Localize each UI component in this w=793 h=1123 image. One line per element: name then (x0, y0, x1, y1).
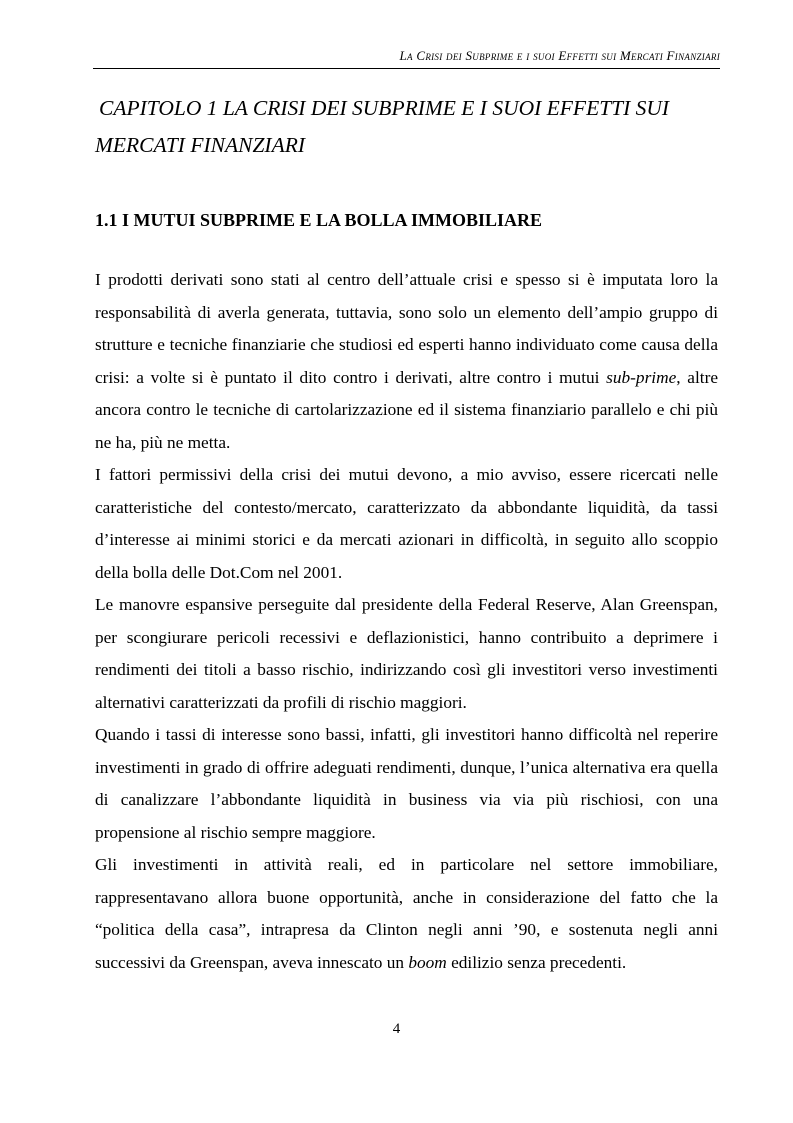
header-rule (93, 68, 720, 69)
paragraph-4: Quando i tassi di interesse sono bassi, infatti, gli investitori hanno difficoltà nel reperire investimenti in grado di offrire adeguati rendimenti, dunque, l’unica alternativa era quella di canalizzare l’abbondante liquidità in business via via più rischiosi, con una propensione al rischio sempre maggiore. (95, 725, 718, 842)
section-heading: 1.1 I MUTUI SUBPRIME E LA BOLLA IMMOBILIARE (95, 210, 543, 230)
chapter-title (95, 90, 725, 164)
page-number: 4 (392, 1021, 401, 1037)
paragraph-5-part-b: edilizio senza precedenti. (446, 952, 627, 972)
paragraph-1-emphasis: sub-prime (606, 367, 677, 387)
chapter-title-line-2: MERCATI FINANZIARI (95, 133, 305, 157)
chapter-title-line-1: CAPITOLO 1 LA CRISI DEI SUBPRIME E I SUOI EFFETTI SUI (99, 96, 670, 120)
paragraph-1 (95, 264, 718, 459)
paragraph-5-part-a: Gli investimenti in attività reali, ed in particolare nel settore immobiliare, rappresentavano allora buone opportunità, anche in considerazione del fatto che la “politica della casa”, intrapresa da Clinton negli anni ’90, e sostenuta negli anni successivi da Greenspan, aveva innescato un (95, 855, 718, 972)
paragraph-2: I fattori permissivi della crisi dei mutui devono, a mio avviso, essere ricercati nelle caratteristiche del contesto/mercato, caratterizzato da abbondante liquidità, da tassi d’interesse ai minimi storici e da mercati azionari in difficoltà, in seguito allo scoppio della bolla delle Dot.Com nel 2001. (95, 465, 718, 582)
paragraph-1-part-a: I prodotti derivati sono stati al centro dell’attuale crisi e spesso si è imputata loro la responsabilità di averla generata, tuttavia, sono solo un elemento dell’ampio gruppo di strutture e tecniche finanziarie che studiosi ed esperti hanno individuato come causa della crisi: a volte si è puntato il dito contro i derivati, altre contro i mutui (95, 270, 718, 387)
body-text (95, 264, 718, 979)
running-header: La Crisi dei Subprime e i suoi Effetti sui Mercati Finanziari (399, 48, 720, 63)
paragraph-3: Le manovre espansive perseguite dal presidente della Federal Reserve, Alan Greenspan, per scongiurare pericoli recessivi e deflazionistici, hanno contribuito a deprimere i rendimenti dei titoli a basso rischio, indirizzando così gli investitori verso investimenti alternativi caratterizzati da profili di rischio maggiori. (95, 595, 718, 712)
paragraph-1-part-b: , altre ancora contro le tecniche di cartolarizzazione ed il sistema finanziario parallelo e chi più ne ha, più ne metta. (95, 367, 719, 452)
paragraph-5 (95, 849, 718, 979)
paragraph-5-emphasis: boom (408, 952, 447, 972)
